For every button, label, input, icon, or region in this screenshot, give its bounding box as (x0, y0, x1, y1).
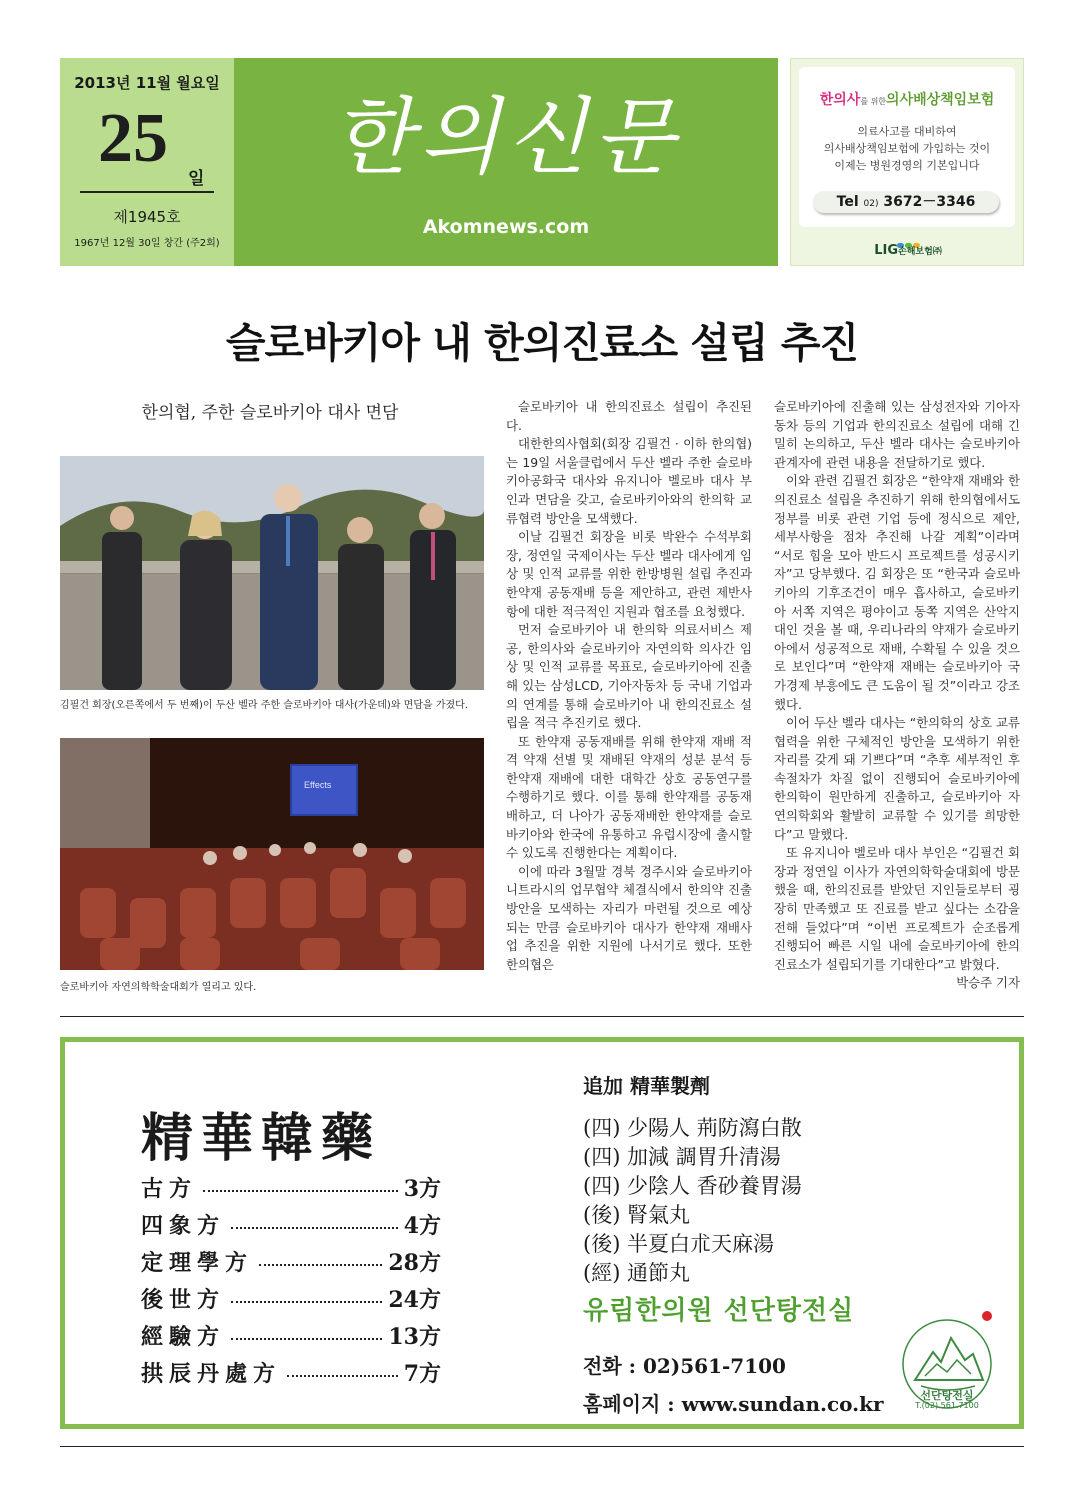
divider (60, 1446, 1024, 1447)
remedy-row (141, 1209, 441, 1240)
divider (80, 191, 214, 193)
date-line: 2013년 11월 월요일 (74, 74, 220, 92)
insurance-ad-panel (799, 67, 1015, 227)
conference-photo (60, 738, 484, 970)
photo-caption: 김필건 회장(오른쪽에서 두 번째)이 두산 벨라 주한 슬로바키아 대사(가운데)와 면담을 가졌다. (60, 700, 468, 711)
clinic-phone[interactable]: 전화 : 02)561-7100 (583, 1354, 786, 1378)
leader-dots (287, 1375, 398, 1377)
clinic-name: 유림한의원 선단탕전실 (583, 1296, 855, 1326)
ad-line: 이제는 병원경영의 기본입니다 (834, 159, 980, 172)
meeting-photo (60, 456, 484, 690)
remedy-name: 四象方 (141, 1213, 226, 1239)
conference-photo-illustration (60, 738, 484, 970)
remedy-row (141, 1320, 441, 1351)
remedy-name: 拱辰丹處方 (141, 1361, 282, 1387)
paragraph: 슬로바키아 내 한의진료소 설립이 추진된다. (506, 399, 752, 433)
byline: 박승주 기자 (956, 975, 1020, 991)
remedy-row (141, 1283, 441, 1314)
seal-name: 선단탕전실 (920, 1389, 974, 1402)
leader-dots (231, 1227, 398, 1229)
paragraph: 이어 두산 벨라 대사는 “한의학의 상호 교류협력을 위한 구체적인 방안을 모색하기 위한 자리를 갖게 돼 기쁘다”며 “추후 세부적인 후속절차가 차질 없이 진행되어 슬로바키아에 한의학이 원만하게 진출하고, 슬로바키아 자연의학회와 활발히 교류할 수 있기를 희망한다”고 말했다. (774, 715, 1020, 842)
day-number: 25 (98, 100, 168, 177)
remedy-row (141, 1357, 441, 1388)
founded-note: 1967년 12월 30일 창간 (주2회) (74, 238, 220, 249)
remedy-name: 後世方 (141, 1287, 226, 1313)
remedy-name: 定理學方 (141, 1250, 254, 1276)
brand-box (234, 58, 778, 266)
paragraph: 이날 김필건 회장을 비롯 박완수 수석부회장, 정연일 국제이사는 두산 벨라 대사에게 임상 및 인적 교류를 위한 한방병원 설립 추진과 한약재 공동재배 등을 제안하고, 관련 제반사항에 대한 적극적인 지원과 협조를 요청했다. (506, 529, 752, 619)
leader-dots (231, 1301, 382, 1303)
article-subhead: 한의협, 주한 슬로바키아 대사 면담 (141, 403, 399, 423)
remedy-name: 古方 (141, 1176, 198, 1202)
paragraph: 대한한의사협회(회장 김필건 · 이하 한의협)는 19일 서울클럽에서 두산 벨라 주한 슬로바키아공화국 대사와 유지니아 벨로바 대사 부인과 면담을 갖고, 슬로바키아와의 한의학 교류협력 방안을 모색했다. (506, 436, 752, 526)
remedy-count: 24方 (388, 1287, 441, 1313)
paragraph: 먼저 슬로바키아 내 한의학 의료서비스 제공, 한의사와 슬로바키아 자연의학 의사간 임상 및 인적 교류를 목표로, 슬로바키아에 진출해 있는 삼성LCD, 기아자동차 등 국내 기업과의 연계를 통해 슬로바키아 내 한의진료소 설립을 적극 추진키로 했다. (506, 622, 752, 731)
ad-line: 의사배상책임보험에 가입하는 것이 (823, 142, 991, 155)
insurance-tel[interactable] (813, 191, 999, 213)
tel-number: 3672－3346 (883, 194, 976, 210)
ad-head-green: 의사배상책임보험 (886, 92, 995, 108)
divider (60, 1016, 1024, 1017)
herbal-medicine-ad[interactable] (60, 1037, 1024, 1429)
insurance-ad-heading (799, 89, 1015, 109)
sponsor-name (791, 243, 1025, 258)
paragraph: 슬로바키아에 진출해 있는 삼성전자와 기아자동차 등의 기업과 한의진료소 설립에 대해 긴밀히 논의하고, 두산 벨라 대사는 슬로바키아 관계자에 관련 내용을 전달하기로 했다. (774, 399, 1020, 470)
insurance-ad[interactable] (790, 58, 1024, 266)
article-column (506, 398, 752, 974)
ad-head-pink: 한의사 (819, 92, 861, 108)
added-products-title: 追加 精華製劑 (583, 1074, 710, 1098)
added-product: (四) 加減 調胃升清湯 (583, 1145, 781, 1169)
tel-code: 02) (863, 199, 879, 209)
added-product: (四) 少陰人 香砂養胃湯 (583, 1174, 802, 1198)
article-headline: 슬로바키아 내 한의진료소 설립 추진 (225, 319, 859, 367)
newspaper-title: 한의신문 (331, 88, 681, 186)
sponsor-sub: 손해보험㈜ (898, 247, 942, 257)
leader-dots (259, 1264, 382, 1266)
paragraph-text: 또 유지니아 벨로바 대사 부인은 “김필건 회장과 정연일 이사가 자연의학학술대회에 방문했을 때, 한의진료를 받았던 지인들로부터 굉장히 만족했고 또 진료를 받고 싶다는 소감을 전해 들었다”며 “이번 프로젝트가 순조롭게 진행되어 빠른 시일 내에 슬로바키아에 한의진료소가 설립되기를 기대한다”고 밝혔다. (774, 845, 1020, 972)
remedy-row (141, 1172, 441, 1203)
site-url[interactable]: Akomnews.com (422, 216, 590, 238)
remedy-count: 13方 (388, 1324, 441, 1350)
remedy-count: 3方 (403, 1176, 441, 1202)
meeting-photo-illustration (60, 456, 484, 690)
article-column (774, 398, 1020, 993)
added-product: (四) 少陽人 荊防瀉白散 (583, 1116, 802, 1140)
screen-text: Effects (304, 780, 332, 790)
day-unit: 일 (188, 169, 205, 189)
remedy-count: 7方 (403, 1361, 441, 1387)
ad-head-small: 를 위한 (860, 97, 887, 106)
date-box (60, 58, 234, 266)
remedy-name: 經驗方 (141, 1324, 226, 1350)
issue-number: 제1945호 (113, 208, 181, 226)
added-product: (後) 腎氣丸 (583, 1203, 691, 1227)
added-product: (後) 半夏白朮天麻湯 (583, 1232, 775, 1256)
masthead (60, 58, 1024, 266)
paragraph (774, 844, 1020, 991)
tel-label: Tel (836, 194, 859, 210)
clinic-homepage[interactable]: 홈페이지 : www.sundan.co.kr (583, 1392, 884, 1416)
remedy-count: 28方 (388, 1250, 441, 1276)
remedy-row (141, 1246, 441, 1277)
insurance-ad-body (799, 123, 1015, 174)
remedy-count: 4方 (403, 1213, 441, 1239)
leader-dots (203, 1190, 398, 1192)
added-product: (經) 通節丸 (583, 1261, 691, 1285)
paragraph: 또 한약재 공동재배를 위해 한약재 재배 적격 약재 선별 및 재배된 약재의 성분 분석 등 한약재 재배에 대한 대학간 상호 공동연구를 수행하기로 했다. 이를 통해 한약재를 공동재배하고, 더 나아가 공동재배한 한약재를 슬로바키아와 한국에 유통하고 유럽시장에 출시할 수 있도록 진행한다는 계획이다. (506, 733, 752, 861)
seal-tel: T.(02) 561.7100 (915, 1401, 979, 1410)
leader-dots (231, 1338, 382, 1340)
ad-title: 精華韓藥 (141, 1108, 382, 1169)
paragraph: 이와 관련 김필건 회장은 “한약재 재배와 한의진료소 설립을 추진하기 위해 한의협에서도 정부를 비롯 관련 기업 등에 정식으로 제안, 세부사항을 점차 추진해 나갈 계획”이라며 “서로 힘을 모아 반드시 프로젝트를 성공시키자”고 당부했다. 김 회장은 또 “한국과 슬로바키아의 기후조건이 매우 흡사하고, 슬로바키아 서쪽 지역은 평야이고 동쪽 지역은 산악지대인 것을 볼 때, 우리나라의 약재가 슬로바키아에서 성공적으로 재배, 수확될 수 있을 것으로 보인다”며 “한약재 재배는 슬로바키아 국가경제 부흥에도 큰 도움이 될 것”이라고 강조했다. (774, 473, 1020, 712)
photo-caption: 슬로바키아 자연의학학술대회가 열리고 있다. (60, 982, 257, 993)
paragraph: 이에 따라 3월말 경북 경주시와 슬로바키아 니트라시의 업무협약 체결식에서 한의약 진출 방안을 모색하는 자리가 마련될 것으로 예상되는 만큼 슬로바키아 대사가 한약재 재배사업 추진을 위한 지원에 나서기로 했다. 또한 한의협은 (506, 863, 752, 972)
ad-line: 의료사고를 대비하여 (857, 125, 957, 138)
sponsor-brand: LIG (874, 243, 898, 258)
